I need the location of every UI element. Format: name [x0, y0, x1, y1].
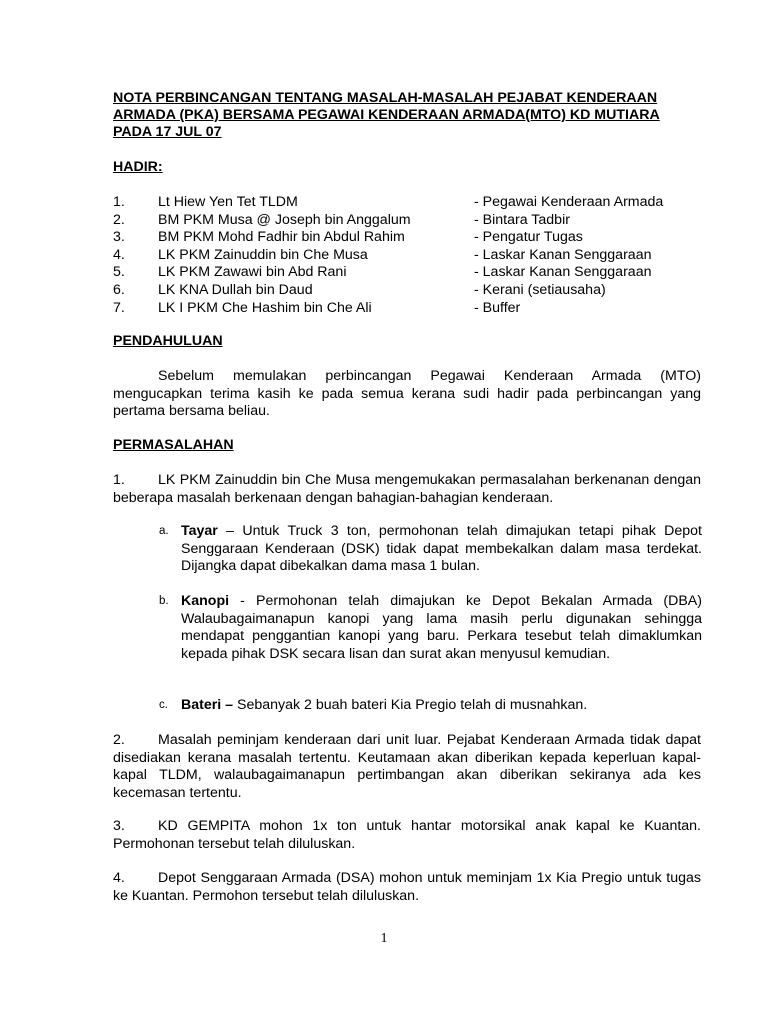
attendance-row — [113, 247, 713, 265]
pendahuluan-text: Sebelum memulakan perbincangan Pegawai Kenderaan Armada (MTO) mengucapkan terima kasih ke pada semua kerana sudi hadir pada perbincangan yang pertama bersama beliau. — [113, 368, 701, 419]
paragraph-number: 1. — [113, 472, 125, 488]
attendance-role: - Bintara Tadbir — [474, 211, 570, 228]
sub-item-label: Kanopi — [181, 593, 230, 609]
attendance-name: BM PKM Mohd Fadhir bin Abdul Rahim — [158, 229, 405, 246]
sub-item-separator: - — [229, 593, 256, 609]
paragraph-text: Masalah peminjam kenderaan dari unit luar. Pejabat Kenderaan Armada tidak dapat disediakan kerana masalah tertentu. Keutamaan akan diberikan kepada keperluan kapal-kapal TLDM, walaubagaimanapun pertimbangan akan diberikan sekiranya ada kes kecemasan tertentu. — [113, 732, 701, 801]
paragraph-text: KD GEMPITA mohon 1x ton untuk hantar motorsikal anak kapal ke Kuantan. Permohonan tersebut telah diluluskan. — [113, 818, 701, 852]
attendance-name: BM PKM Musa @ Joseph bin Anggalum — [158, 211, 411, 228]
document-title — [113, 90, 713, 141]
attendance-row — [113, 282, 713, 300]
permasalahan-heading: PERMASALAHAN — [113, 437, 234, 453]
sub-item-b — [159, 593, 702, 663]
attendance-number: 3. — [113, 229, 125, 246]
hadir-heading: HADIR: — [113, 159, 163, 175]
sub-item-c — [159, 697, 702, 715]
paragraph-text: LK PKM Zainuddin bin Che Musa mengemukakan permasalahan berkenanan dengan beberapa masalah berkenaan dengan bahagian-bahagian kenderaan. — [113, 472, 701, 506]
sub-item-a — [159, 523, 702, 576]
sub-item-label: Tayar — [181, 523, 218, 539]
paragraph-3 — [113, 818, 701, 853]
attendance-role: - Pegawai Kenderaan Armada — [474, 194, 664, 210]
attendance-row — [113, 300, 713, 318]
sub-item-letter: c. — [159, 699, 168, 711]
attendance-role: - Laskar Kanan Senggaraan — [474, 246, 652, 263]
paragraph-1 — [113, 472, 701, 507]
sub-item-separator: – — [217, 523, 243, 539]
sub-item-letter: b. — [159, 595, 169, 607]
attendance-number: 4. — [113, 246, 125, 263]
attendance-name: Lt Hiew Yen Tet TLDM — [158, 194, 298, 210]
attendance-number: 2. — [113, 211, 125, 228]
title-line-1: NOTA PERBINCANGAN TENTANG MASALAH-MASALAH PEJABAT KENDERAAN — [113, 90, 658, 106]
attendance-number: 6. — [113, 281, 125, 298]
title-line-3: PADA 17 JUL 07 — [113, 124, 222, 140]
attendance-row — [113, 229, 713, 247]
attendance-number: 5. — [113, 264, 125, 281]
paragraph-text: Depot Senggaraan Armada (DSA) mohon untuk meminjam 1x Kia Pregio untuk tugas ke Kuantan. Permohon tersebut telah diluluskan. — [113, 870, 701, 904]
attendance-row — [113, 264, 713, 282]
attendance-list — [113, 194, 713, 317]
paragraph-2 — [113, 732, 701, 802]
sub-item-letter: a. — [159, 525, 169, 537]
sub-item-text: Untuk Truck 3 ton, permohonan telah dimajukan tetapi pihak Depot Senggaraan Kenderaan (DSK) tidak dapat membekalkan dalam masa terdekat. Dijangka dapat dibekalkan dama masa 1 bulan. — [181, 523, 702, 574]
attendance-row — [113, 212, 713, 230]
attendance-name: LK KNA Dullah bin Daud — [158, 281, 313, 298]
attendance-row — [113, 194, 713, 212]
paragraph-4 — [113, 870, 701, 905]
attendance-name: LK I PKM Che Hashim bin Che Ali — [158, 299, 372, 316]
paragraph-number: 4. — [113, 870, 125, 886]
page-number: 1 — [380, 931, 388, 946]
attendance-role: - Pengatur Tugas — [474, 229, 583, 246]
title-line-2: ARMADA (PKA) BERSAMA PEGAWAI KENDERAAN ARMADA(MTO) KD MUTIARA — [113, 107, 660, 123]
sub-item-label: Bateri – — [181, 697, 234, 713]
attendance-number: 7. — [113, 299, 125, 316]
attendance-role: - Buffer — [474, 299, 521, 316]
paragraph-number: 3. — [113, 818, 125, 834]
attendance-name: LK PKM Zawawi bin Abd Rani — [158, 264, 347, 281]
pendahuluan-paragraph — [113, 368, 701, 421]
sub-item-text: Sebanyak 2 buah bateri Kia Pregio telah di musnahkan. — [237, 697, 588, 713]
attendance-name: LK PKM Zainuddin bin Che Musa — [158, 246, 368, 263]
pendahuluan-heading: PENDAHULUAN — [113, 333, 223, 349]
paragraph-number: 2. — [113, 732, 125, 748]
attendance-role: - Laskar Kanan Senggaraan — [474, 264, 652, 281]
attendance-number: 1. — [113, 194, 125, 210]
sub-item-text: Permohonan telah dimajukan ke Depot Bekalan Armada (DBA) Walaubagaimanapun kanopi yang lama masih perlu digunakan sehingga mendapat penggantian kanopi yang baru. Perkara tesebut telah dimaklumkan kepada pihak DSK secara lisan dan surat akan menyusul kemudian. — [181, 593, 702, 662]
attendance-role: - Kerani (setiausaha) — [474, 281, 606, 298]
